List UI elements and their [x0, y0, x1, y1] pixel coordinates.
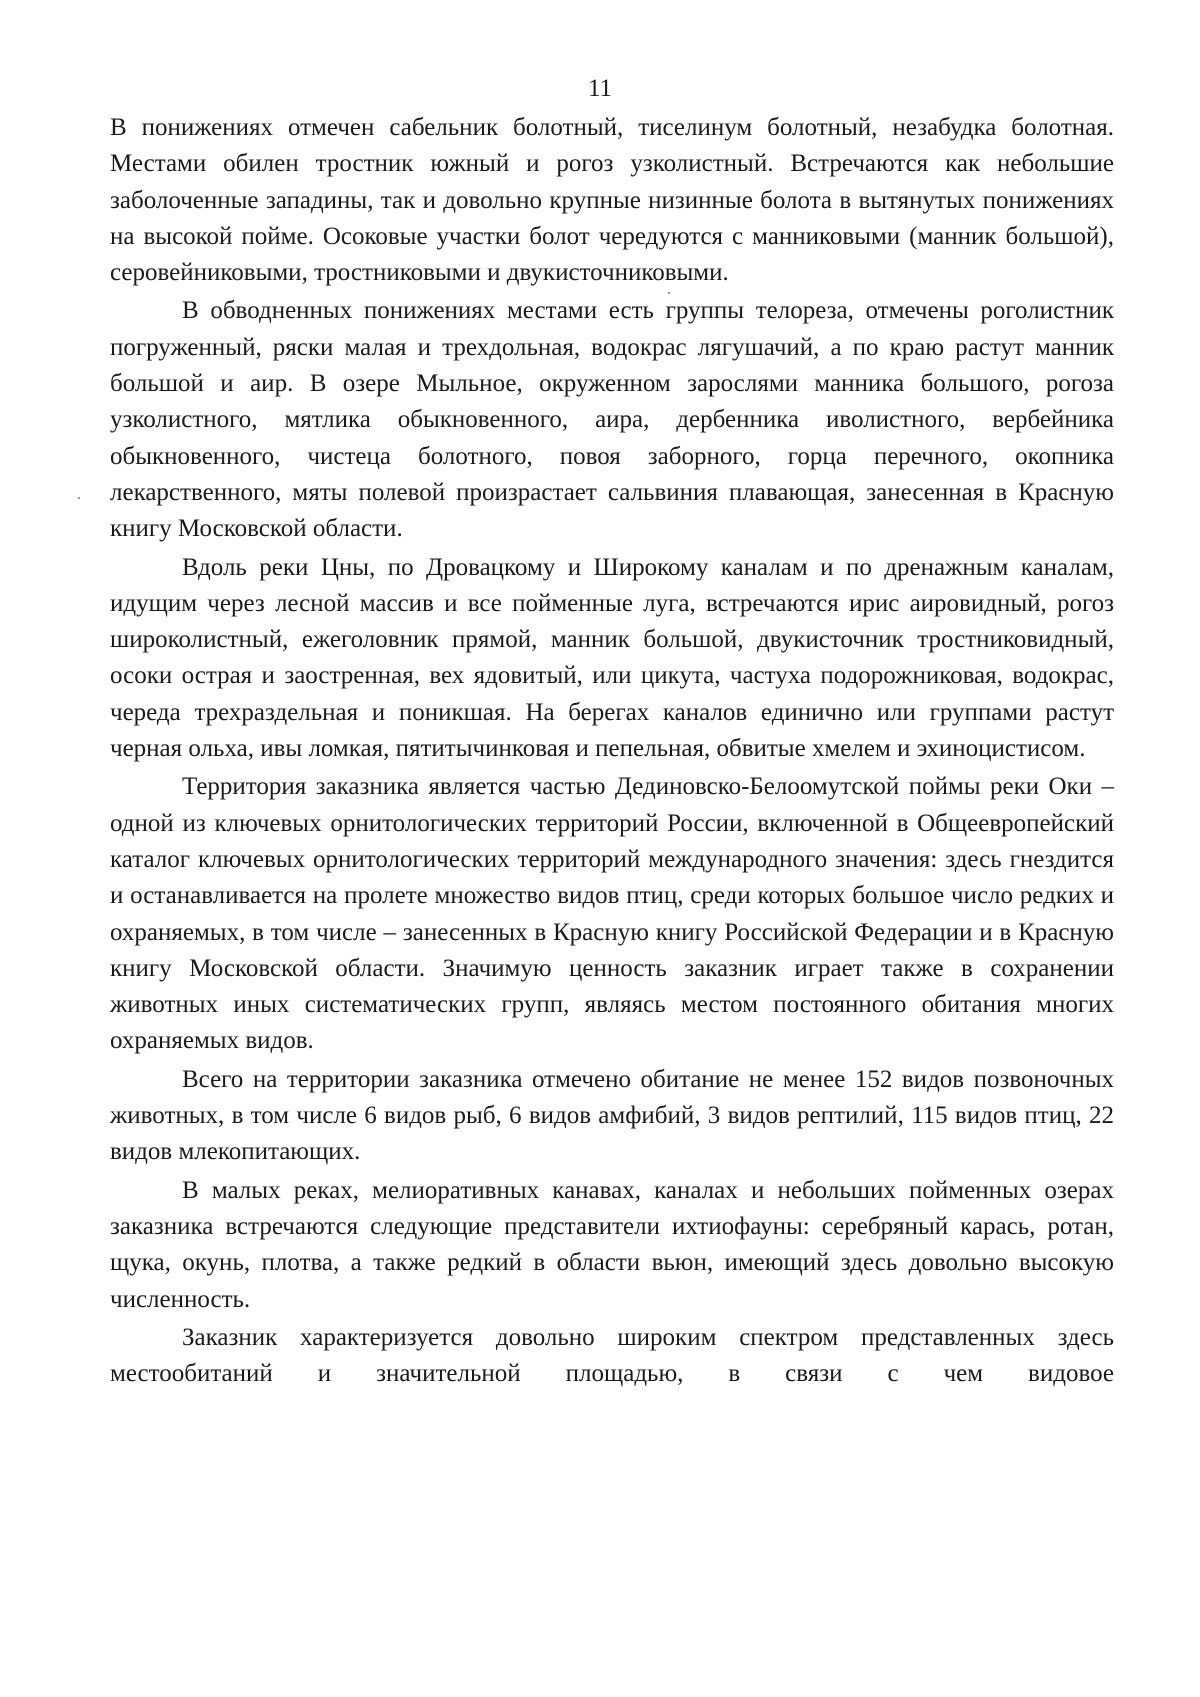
paragraph-6: В малых реках, мелиоративных канавах, каналах и небольших пойменных озерах заказника встречаются следующие представители ихтиофауны: серебряный карась, ротан, щука, окунь, плотва, а также редкий в области вьюн, имеющий здесь довольно высокую численность.: [110, 1176, 1114, 1313]
paragraph-5: Всего на территории заказника отмечено обитание не менее 152 видов позвоночных животных, в том числе 6 видов рыб, 6 видов амфибий, 3 видов рептилий, 115 видов птиц, 22 видов млекопитающих.: [110, 1065, 1114, 1166]
paragraph-4: Территория заказника является частью Дединовско-Белоомутской поймы реки Оки – одной из ключевых орнитологических территорий России, включенной в Общеевропейский каталог ключевых орнитологических территорий международного значения: здесь гнездится и останавливается на пролете множество видов птиц, среди которых большое число редких и охраняемых, в том числе – занесенных в Красную книгу Российской Федерации и в Красную книгу Московской области. Значимую ценность заказник играет также в сохранении животных иных систематических групп, являясь местом постоянного обитания многих охраняемых видов.: [110, 773, 1114, 1055]
document-body: [110, 110, 1114, 1394]
paragraph-2: В обводненных понижениях местами есть группы телореза, отмечены роголистник погруженный, ряски малая и трехдольная, водокрас лягушачий, а по краю растут манник большой и аир. В озере Мыльное, окруженном зарослями манника большого, рогоза узколистного, мятлика обыкновенного, аира, дербенника иволистного, вербейника обыкновенного, чистеца болотного, повоя заборного, горца перечного, окопника лекарственного, мяты полевой произрастает сальвиния плавающая, занесенная в Красную книгу Московской области.: [110, 297, 1114, 543]
scan-speck: [668, 292, 670, 294]
scan-speck: [78, 497, 80, 499]
page-number: 11: [587, 75, 613, 102]
paragraph-3: Вдоль реки Цны, по Дровацкому и Широкому каналам и по дренажным каналам, идущим через лесной массив и все пойменные луга, встречаются ирис аировидный, рогоз широколистный, ежеголовник прямой, манник большой, двукисточник тростниковидный, осоки острая и заостренная, вех ядовитый, или цикута, частуха подорожниковая, водокрас, череда трехраздельная и поникшая. На берегах каналов единично или группами растут черная ольха, ивы ломкая, пятитычинковая и пепельная, обвитые хмелем и эхиноцистисом.: [110, 553, 1114, 763]
paragraph-1: В понижениях отмечен сабельник болотный, тиселинум болотный, незабудка болотная. Местами обилен тростник южный и рогоз узколистный. Встречаются как небольшие заболоченные западины, так и довольно крупные низинные болота в вытянутых понижениях на высокой пойме. Осоковые участки болот чередуются с манниковыми (манник большой), серовейниковыми, тростниковыми и двукисточниковыми.: [110, 114, 1114, 287]
paragraph-7: Заказник характеризуется довольно широким спектром представленных здесь местообитаний и значительной площадью, в связи с чем видовое: [110, 1323, 1114, 1388]
